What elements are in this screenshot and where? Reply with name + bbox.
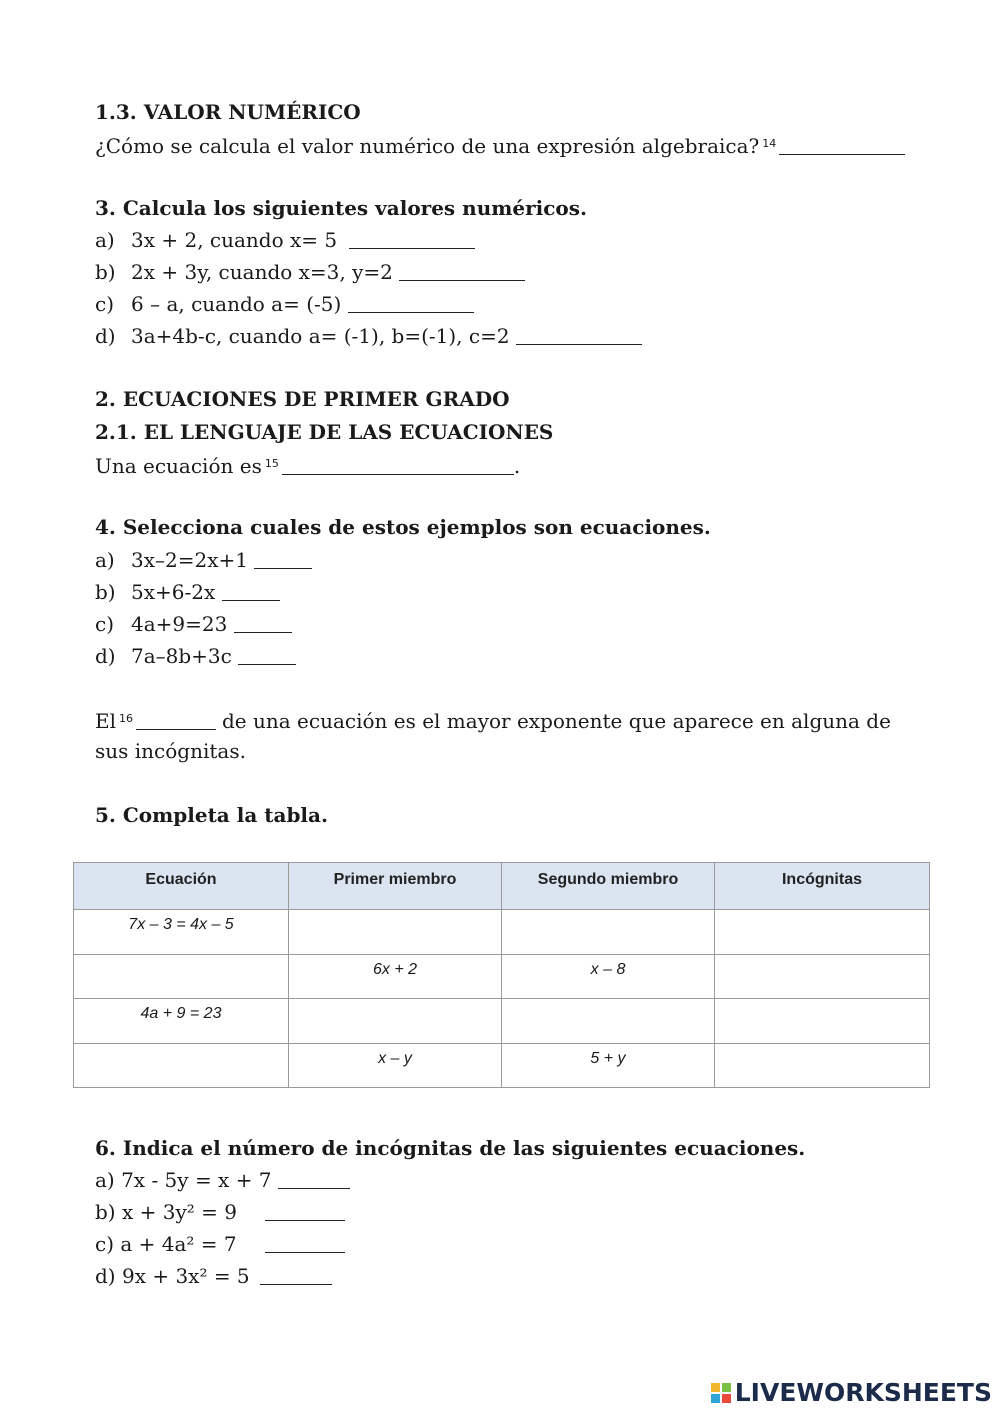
logo-square-yellow: [711, 1383, 720, 1392]
item-text: 3x–2=2x+1: [131, 548, 248, 572]
logo-text: LIVEWORKSHEETS: [734, 1378, 992, 1407]
logo-square-green: [722, 1383, 731, 1392]
item-label: a): [95, 548, 115, 572]
degree-sentence-line1: [95, 705, 891, 735]
table-row: [74, 954, 930, 999]
table-row: [74, 999, 930, 1044]
item-label: b): [95, 260, 116, 284]
question-text: ¿Cómo se calcula el valor numérico de una expresión algebraica?: [95, 134, 760, 158]
exercise-6-item-a: [95, 1166, 350, 1194]
cell-segundo-miembro-input[interactable]: [502, 910, 715, 955]
logo-square-red: [722, 1394, 731, 1403]
answer-blank-3a[interactable]: [349, 230, 475, 249]
item-text: 3x + 2, cuando x= 5: [131, 228, 338, 252]
cell-segundo-miembro-input[interactable]: [502, 999, 715, 1044]
exercise-6-item-b: [95, 1198, 345, 1226]
table-row: [74, 910, 930, 955]
cell-incognitas-input[interactable]: [715, 954, 930, 999]
answer-blank-4d[interactable]: [238, 646, 296, 665]
item-label: d): [95, 324, 116, 348]
answer-blank-6a[interactable]: [278, 1170, 350, 1189]
item-label: c): [95, 612, 115, 636]
cell-primer-miembro: 6x + 2: [289, 954, 502, 999]
table-header-row: [74, 863, 930, 910]
exercise-5-heading: 5. Completa la tabla.: [95, 803, 328, 827]
item-label: d): [95, 644, 116, 668]
cell-incognitas-input[interactable]: [715, 1043, 930, 1088]
exercise-6-item-d: [95, 1262, 332, 1290]
exercise-6-heading: 6. Indica el número de incógnitas de las siguientes ecuaciones.: [95, 1136, 806, 1160]
item-text: a) 7x - 5y = x + 7: [95, 1168, 272, 1192]
degree-suffix: de una ecuación es el mayor exponente que aparece en alguna de: [222, 709, 891, 733]
header-ecuacion: Ecuación: [74, 863, 289, 910]
equation-table: [73, 862, 930, 1088]
cell-primer-miembro-input[interactable]: [289, 910, 502, 955]
cell-primer-miembro: x – y: [289, 1043, 502, 1088]
exercise-4-item-d: [95, 642, 296, 670]
item-text: 7a–8b+3c: [131, 644, 232, 668]
cell-ecuacion-input[interactable]: [74, 954, 289, 999]
ecuacion-definition: [95, 450, 520, 480]
answer-blank-16[interactable]: [136, 711, 216, 730]
item-text: c) a + 4a² = 7: [95, 1232, 237, 1256]
table-row: [74, 1043, 930, 1088]
ref-number: 14: [762, 137, 777, 150]
header-primer-miembro: Primer miembro: [289, 863, 502, 910]
answer-blank-6b[interactable]: [265, 1202, 345, 1221]
cell-incognitas-input[interactable]: [715, 999, 930, 1044]
ref-number: 16: [119, 712, 133, 725]
section-2-1-heading: 2.1. EL LENGUAJE DE LAS ECUACIONES: [95, 420, 554, 444]
definition-prefix: Una ecuación es: [95, 454, 262, 478]
exercise-4-item-b: [95, 578, 280, 606]
ref-number: 15: [264, 457, 279, 470]
answer-blank-3d[interactable]: [516, 326, 642, 345]
liveworksheets-logo: [711, 1378, 992, 1407]
section-1-3-heading: 1.3. VALOR NUMÉRICO: [95, 100, 361, 124]
exercise-4-heading: 4. Selecciona cuales de estos ejemplos son ecuaciones.: [95, 515, 711, 539]
item-text: 6 – a, cuando a= (-5): [131, 292, 342, 316]
item-label: c): [95, 292, 115, 316]
answer-blank-3c[interactable]: [348, 294, 474, 313]
header-segundo-miembro: Segundo miembro: [502, 863, 715, 910]
cell-primer-miembro-input[interactable]: [289, 999, 502, 1044]
answer-blank-15[interactable]: [282, 456, 514, 475]
section-2-heading: 2. ECUACIONES DE PRIMER GRADO: [95, 387, 510, 411]
item-text: d) 9x + 3x² = 5: [95, 1264, 250, 1288]
answer-blank-3b[interactable]: [399, 262, 525, 281]
exercise-3-item-b: [95, 258, 525, 286]
answer-blank-6d[interactable]: [260, 1266, 332, 1285]
exercise-3-heading: 3. Calcula los siguientes valores numéricos.: [95, 196, 587, 220]
exercise-4-item-a: [95, 546, 312, 574]
exercise-3-item-a: [95, 226, 475, 254]
definition-suffix: .: [513, 454, 521, 478]
item-label: b): [95, 580, 116, 604]
answer-blank-4b[interactable]: [222, 582, 280, 601]
answer-blank-14[interactable]: [779, 136, 905, 155]
item-text: 4a+9=23: [131, 612, 228, 636]
cell-ecuacion-input[interactable]: [74, 1043, 289, 1088]
item-text: 2x + 3y, cuando x=3, y=2: [131, 260, 393, 284]
exercise-6-item-c: [95, 1230, 345, 1258]
section-1-3-question: [95, 130, 905, 160]
logo-square-blue: [711, 1394, 720, 1403]
answer-blank-6c[interactable]: [265, 1234, 345, 1253]
cell-segundo-miembro: 5 + y: [502, 1043, 715, 1088]
cell-incognitas-input[interactable]: [715, 910, 930, 955]
exercise-4-item-c: [95, 610, 292, 638]
cell-segundo-miembro: x – 8: [502, 954, 715, 999]
answer-blank-4a[interactable]: [254, 550, 312, 569]
item-text: 5x+6-2x: [131, 580, 216, 604]
degree-sentence-line2: sus incógnitas.: [95, 739, 246, 763]
exercise-3-item-d: [95, 322, 642, 350]
answer-blank-4c[interactable]: [234, 614, 292, 633]
cell-ecuacion: 7x – 3 = 4x – 5: [74, 910, 289, 955]
liveworksheets-logo-icon: [711, 1383, 731, 1403]
degree-prefix: El: [95, 709, 116, 733]
item-text: b) x + 3y² = 9: [95, 1200, 237, 1224]
item-text: 3a+4b-c, cuando a= (-1), b=(-1), c=2: [131, 324, 510, 348]
exercise-3-item-c: [95, 290, 474, 318]
item-label: a): [95, 228, 115, 252]
header-incognitas: Incógnitas: [715, 863, 930, 910]
cell-ecuacion: 4a + 9 = 23: [74, 999, 289, 1044]
